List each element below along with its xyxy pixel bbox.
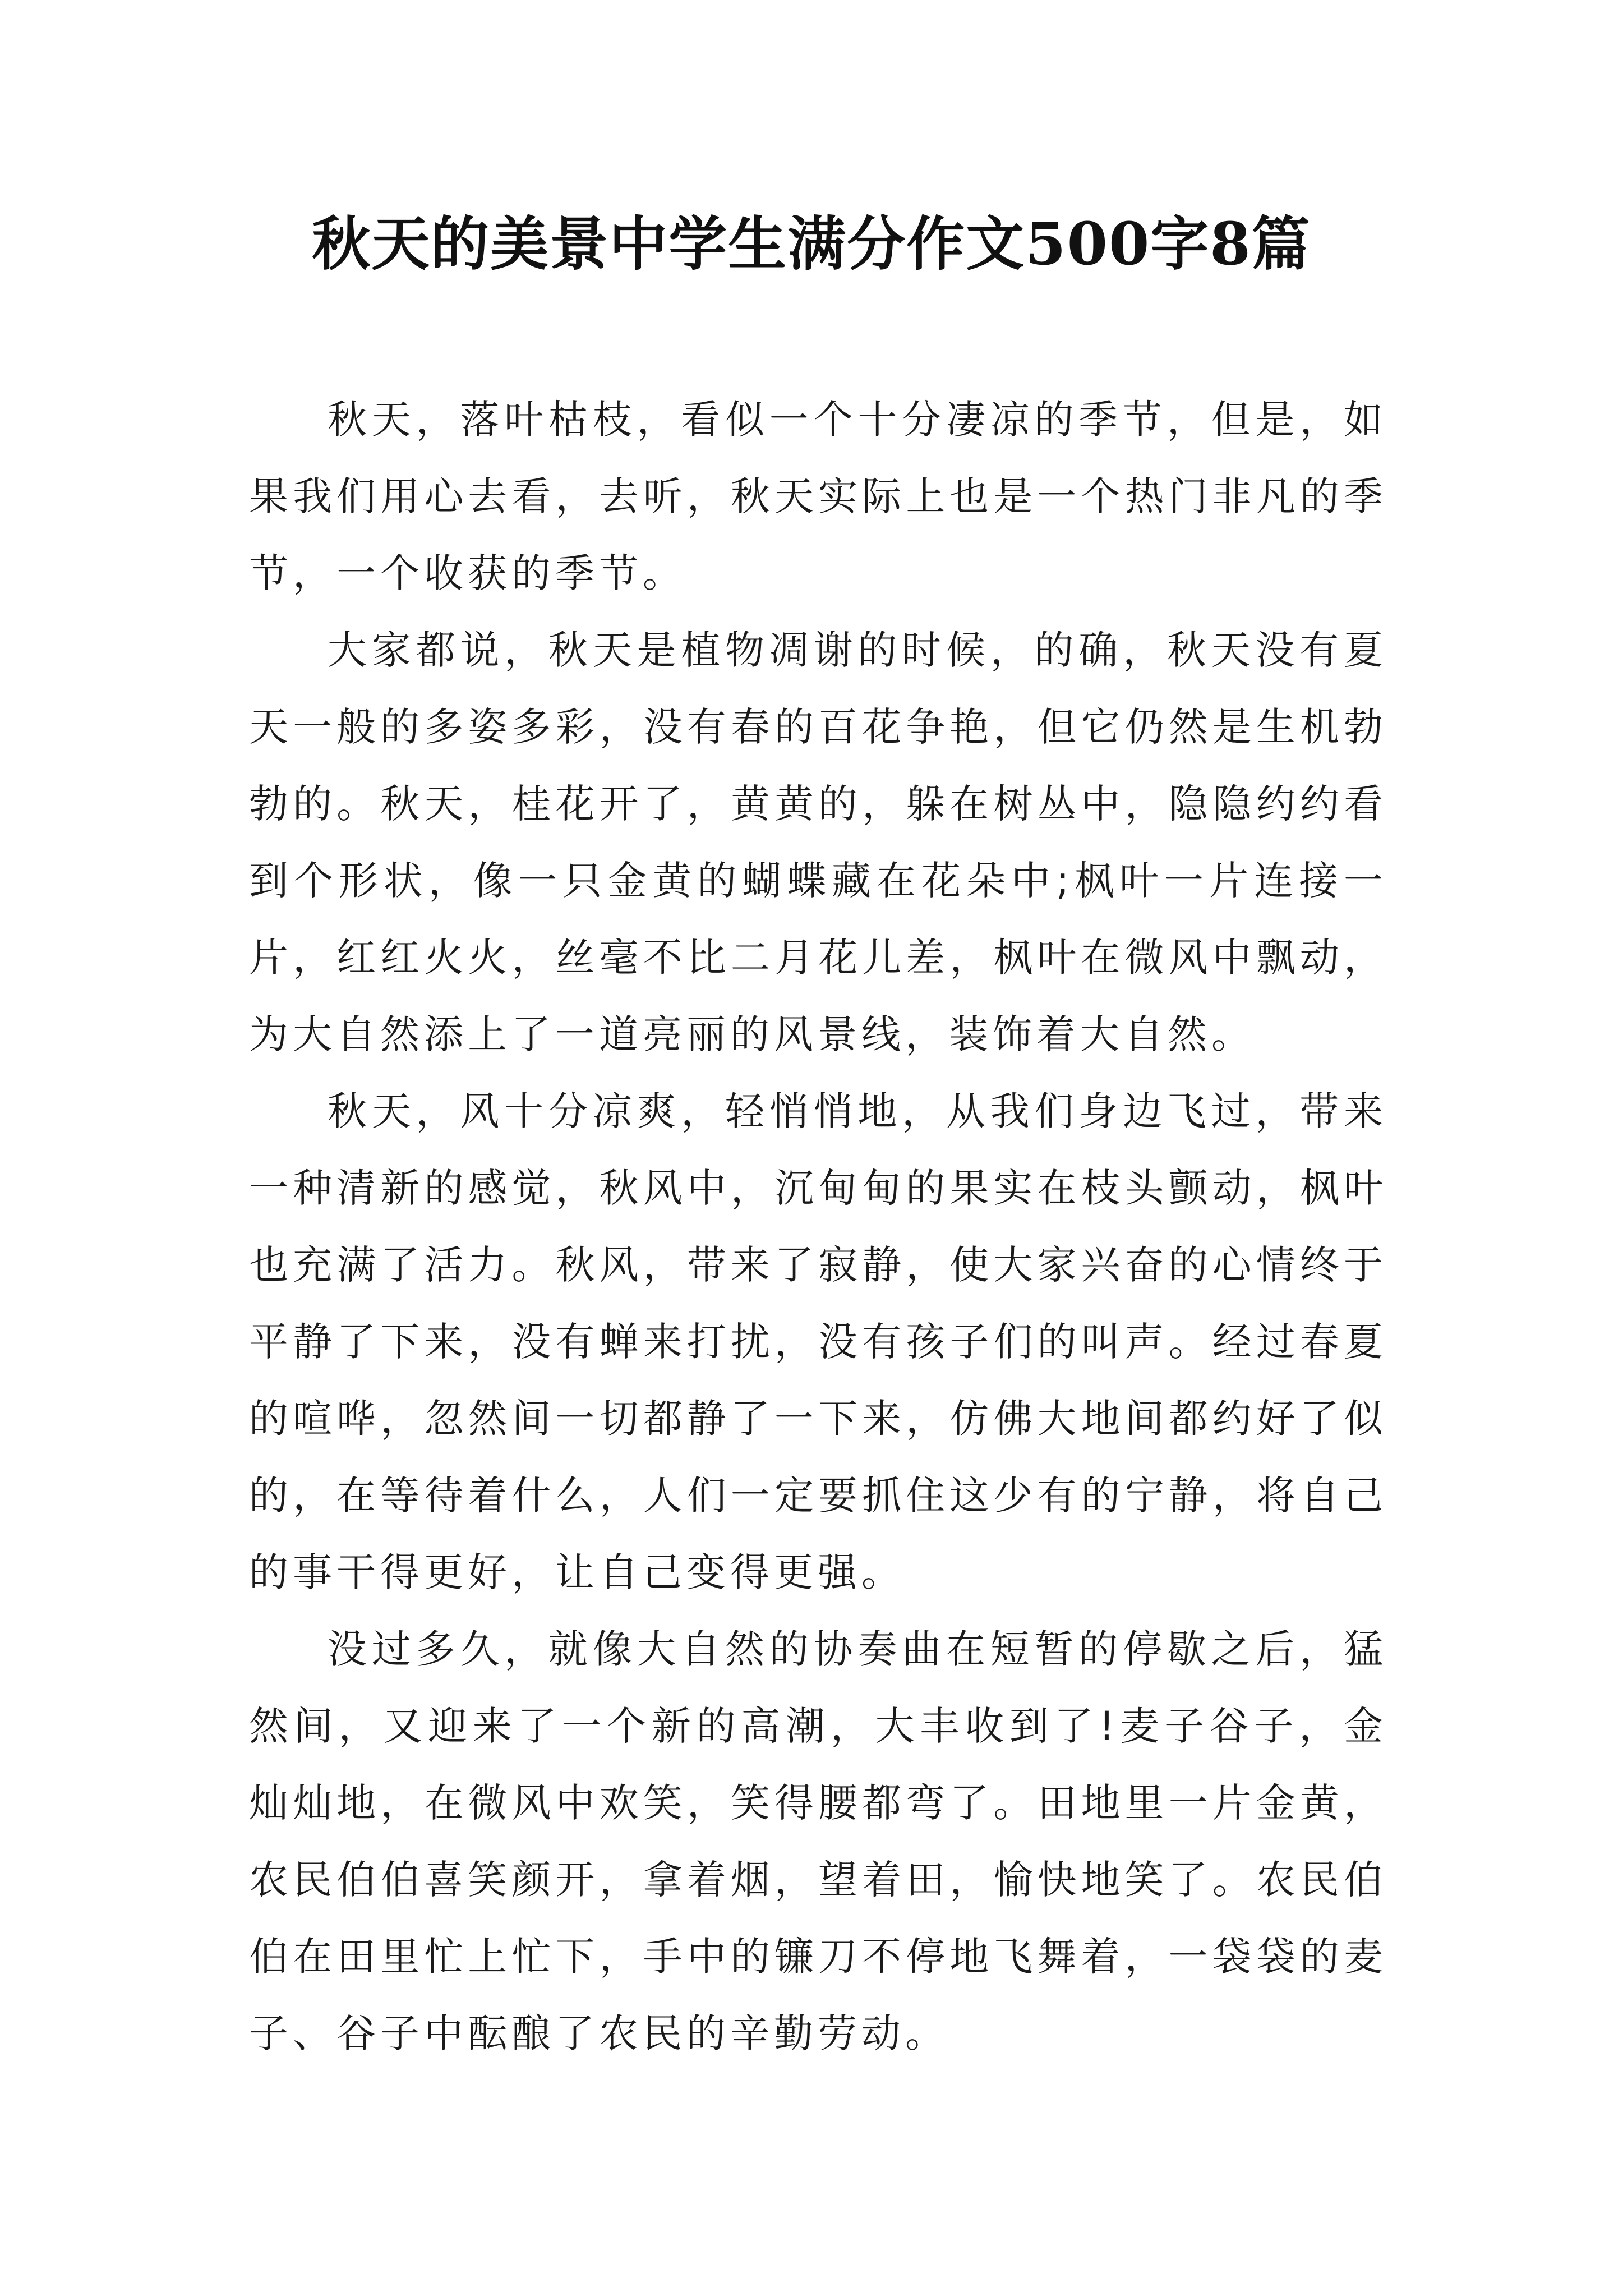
paragraph-1: 秋天，落叶枯枝，看似一个十分凄凉的季节，但是，如果我们用心去看，去听，秋天实际上也是一个热门非凡的季节，一个收获的季节。 bbox=[249, 397, 1387, 596]
paragraph-3: 秋天，风十分凉爽，轻悄悄地，从我们身边飞过，带来一种清新的感觉，秋风中，沉甸甸的果实在枝头颤动，枫叶也充满了活力。秋风，带来了寂静，使大家兴奋的心情终于平静了下来，没有蝉来打扰，没有孩子们的叫声。经过春夏的喧哗，忽然间一切都静了一下来，仿佛大地间都约好了似的，在等待着什么，人们一定要抓住这少有的宁静，将自己的事干得更好，让自己变得更强。 bbox=[249, 1088, 1387, 1595]
document-body bbox=[249, 381, 1387, 2072]
document-title: 秋天的美景中学生满分作文500字8篇 bbox=[312, 209, 1311, 278]
paragraph-2: 大家都说，秋天是植物凋谢的时候，的确，秋天没有夏天一般的多姿多彩，没有春的百花争艳，但它仍然是生机勃勃的。秋天，桂花开了，黄黄的，躲在树丛中，隐隐约约看到个形状，像一只金黄的蝴蝶藏在花朵中;枫叶一片连接一片，红红火火，丝毫不比二月花儿差，枫叶在微风中飘动，为大自然添上了一道亮丽的风景线，装饰着大自然。 bbox=[249, 627, 1387, 1057]
paragraph-4: 没过多久，就像大自然的协奏曲在短暂的停歇之后，猛然间，又迎来了一个新的高潮，大丰收到了!麦子谷子，金灿灿地，在微风中欢笑，笑得腰都弯了。田地里一片金黄，农民伯伯喜笑颜开，拿着烟，望着田，愉快地笑了。农民伯伯在田里忙上忙下，手中的镰刀不停地飞舞着，一袋袋的麦子、谷子中酝酿了农民的辛勤劳动。 bbox=[249, 1626, 1387, 2056]
